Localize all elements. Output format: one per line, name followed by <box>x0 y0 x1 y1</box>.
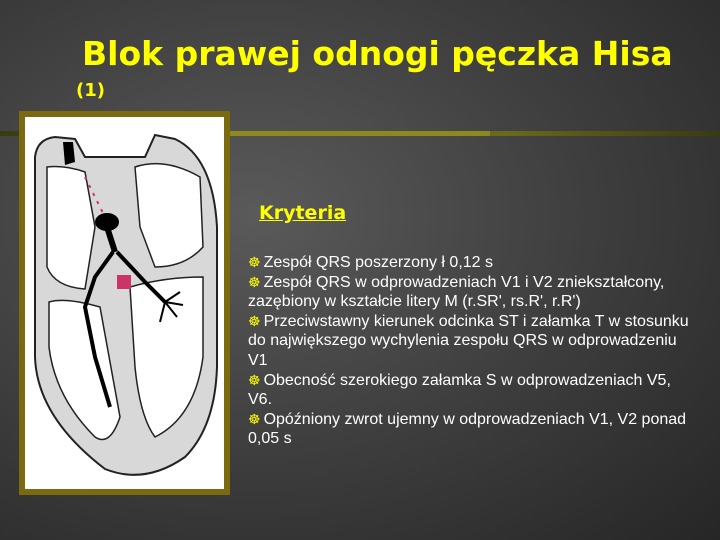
heart-conduction-figure <box>25 117 224 489</box>
wheel-bullet-icon: ☸ <box>248 410 261 427</box>
right-atrium <box>47 167 95 289</box>
divider-accent <box>230 131 490 136</box>
criteria-item <box>248 273 698 312</box>
slide-title: Blok prawej odnogi pęczka Hisa <box>82 34 673 73</box>
sinus-node <box>63 142 75 165</box>
wheel-bullet-icon: ☸ <box>248 371 261 388</box>
criteria-text: Zespół QRS w odprowadzeniach V1 i V2 zniekształcony, zazębiony w kształcie litery M (r.SR', rs.R', r.R') <box>248 273 665 311</box>
criteria-text: Opóźniony zwrot ujemny w odprowadzeniach V1, V2 ponad 0,05 s <box>248 410 687 448</box>
criteria-text: Zespół QRS poszerzony ł 0,12 s <box>263 254 493 271</box>
criteria-list <box>248 253 698 449</box>
criteria-item <box>248 371 698 410</box>
criteria-item <box>248 312 698 371</box>
heart-conduction-figure-frame <box>19 111 230 495</box>
block-marker <box>117 275 131 289</box>
wheel-bullet-icon: ☸ <box>248 312 261 329</box>
criteria-text: Przeciwstawny kierunek odcinka ST i załamka T w stosunku do największego wychylenia zespołu QRS w odprowadzeniu V1 <box>248 312 689 369</box>
criteria-item <box>248 410 698 449</box>
criteria-text: Obecność szerokiego załamka S w odprowadzeniach V5, V6. <box>248 371 671 409</box>
criteria-item <box>248 253 698 273</box>
wheel-bullet-icon: ☸ <box>248 273 261 290</box>
heart-diagram <box>25 117 224 489</box>
wheel-bullet-icon: ☸ <box>248 254 261 270</box>
criteria-heading: Kryteria <box>259 202 347 224</box>
slide-subtitle: (1) <box>76 80 105 101</box>
